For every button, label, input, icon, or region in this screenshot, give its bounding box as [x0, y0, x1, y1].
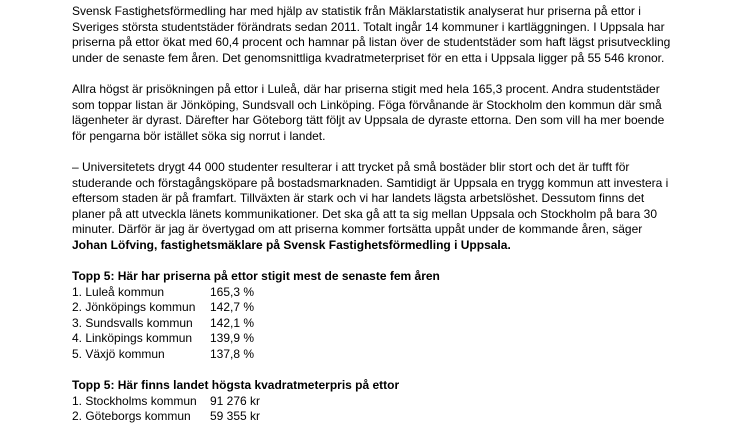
municipality-name: 2. Göteborgs kommun: [72, 409, 191, 424]
text-line: Allra högst är prisökningen på ettor i Luleå, där har priserna stigit med hela 165,3 procent. Andra studentstäder: [72, 81, 660, 96]
increase-value: 142,7 %: [210, 300, 255, 315]
text-line: eftersom staden är på framfart. Tillväxten är stark och vi har landets lägsta arbetslöshet. Dessutom finns det: [72, 191, 645, 206]
document-page: [72, 4, 712, 441]
municipality-name: 1. Luleå kommun: [72, 284, 165, 299]
list-item: [72, 316, 712, 332]
list-item: [72, 347, 712, 363]
text-line: för pengarna bör istället söka sig norrut i landet.: [72, 128, 326, 143]
text-line: lägenheter är dyrast. Därefter har Göteborg tätt följt av Uppsala de dyraste ettorna. Den som vill ha mer boende: [72, 113, 665, 128]
quote-attribution: Johan Löfving, fastighetsmäklare på Svensk Fastighetsförmedling i Uppsala.: [72, 237, 511, 252]
text-line: Svensk Fastighetsförmedling har med hjälp av statistik från Mäklarstatistik analyserat hur priserna på ettor i: [72, 4, 641, 18]
top-increase-list: [72, 269, 712, 363]
text-line: priserna på ettor ökat med 60,4 procent och hamnar på listan över de studentstäder som haft lägst prisutveckling: [72, 35, 671, 50]
quote-paragraph: [72, 160, 712, 254]
list-item: [72, 300, 712, 316]
price-value: 59 355 kr: [210, 409, 261, 424]
text-line: Sveriges största studentstäder förändrats sedan 2011. Totalt ingår 14 kommuner i kartläggningen. I Uppsala har: [72, 19, 665, 34]
list-item: [72, 285, 712, 301]
text-line: som toppar listan är Jönköping, Sundsvall och Linköping. Föga förvånande är Stockholm den kommun där små: [72, 97, 662, 112]
text-line: planer på att utveckla länets kommunikationer. Det ska gå att ta sig mellan Uppsala och Stockholm på bara 30: [72, 206, 657, 221]
text-line: minuter. Därför är jag är övertygad om att priserna kommer fortsätta uppåt under de kommande åren, säger: [72, 222, 643, 237]
top-price-list: [72, 378, 712, 425]
list-item: [72, 331, 712, 347]
municipality-name: 3. Sundsvalls kommun: [72, 315, 193, 330]
text-line: – Universitetets drygt 44 000 studenter resulterar i att trycket på små bostäder blir stort och det är tufft för: [72, 159, 630, 174]
municipality-name: 1. Stockholms kommun: [72, 393, 197, 408]
list-item: [72, 409, 712, 425]
increase-value: 139,9 %: [210, 331, 255, 346]
intro-paragraph: [72, 4, 712, 66]
text-line: studerande och förstagångsköpare på bostadsmarknaden. Samtidigt är Uppsala en trygg kommun att investera i: [72, 175, 669, 190]
increase-value: 142,1 %: [210, 315, 255, 330]
list-item: [72, 394, 712, 410]
list-title: Topp 5: Här har priserna på ettor stigit mest de senaste fem åren: [72, 269, 440, 284]
increase-value: 165,3 %: [210, 284, 255, 299]
municipality-name: 4. Linköpings kommun: [72, 331, 193, 346]
increase-value: 137,8 %: [210, 347, 255, 362]
price-value: 91 276 kr: [210, 393, 261, 408]
second-paragraph: [72, 82, 712, 144]
text-line: under de senaste fem åren. Det genomsnittliga kvadratmeterpriset för en etta i Uppsala ligger på 55 546 kronor.: [72, 50, 665, 65]
municipality-name: 5. Växjö kommun: [72, 347, 165, 362]
municipality-name: 2. Jönköpings kommun: [72, 300, 196, 315]
list-title: Topp 5: Här finns landet högsta kvadratmeterpris på ettor: [72, 378, 400, 393]
